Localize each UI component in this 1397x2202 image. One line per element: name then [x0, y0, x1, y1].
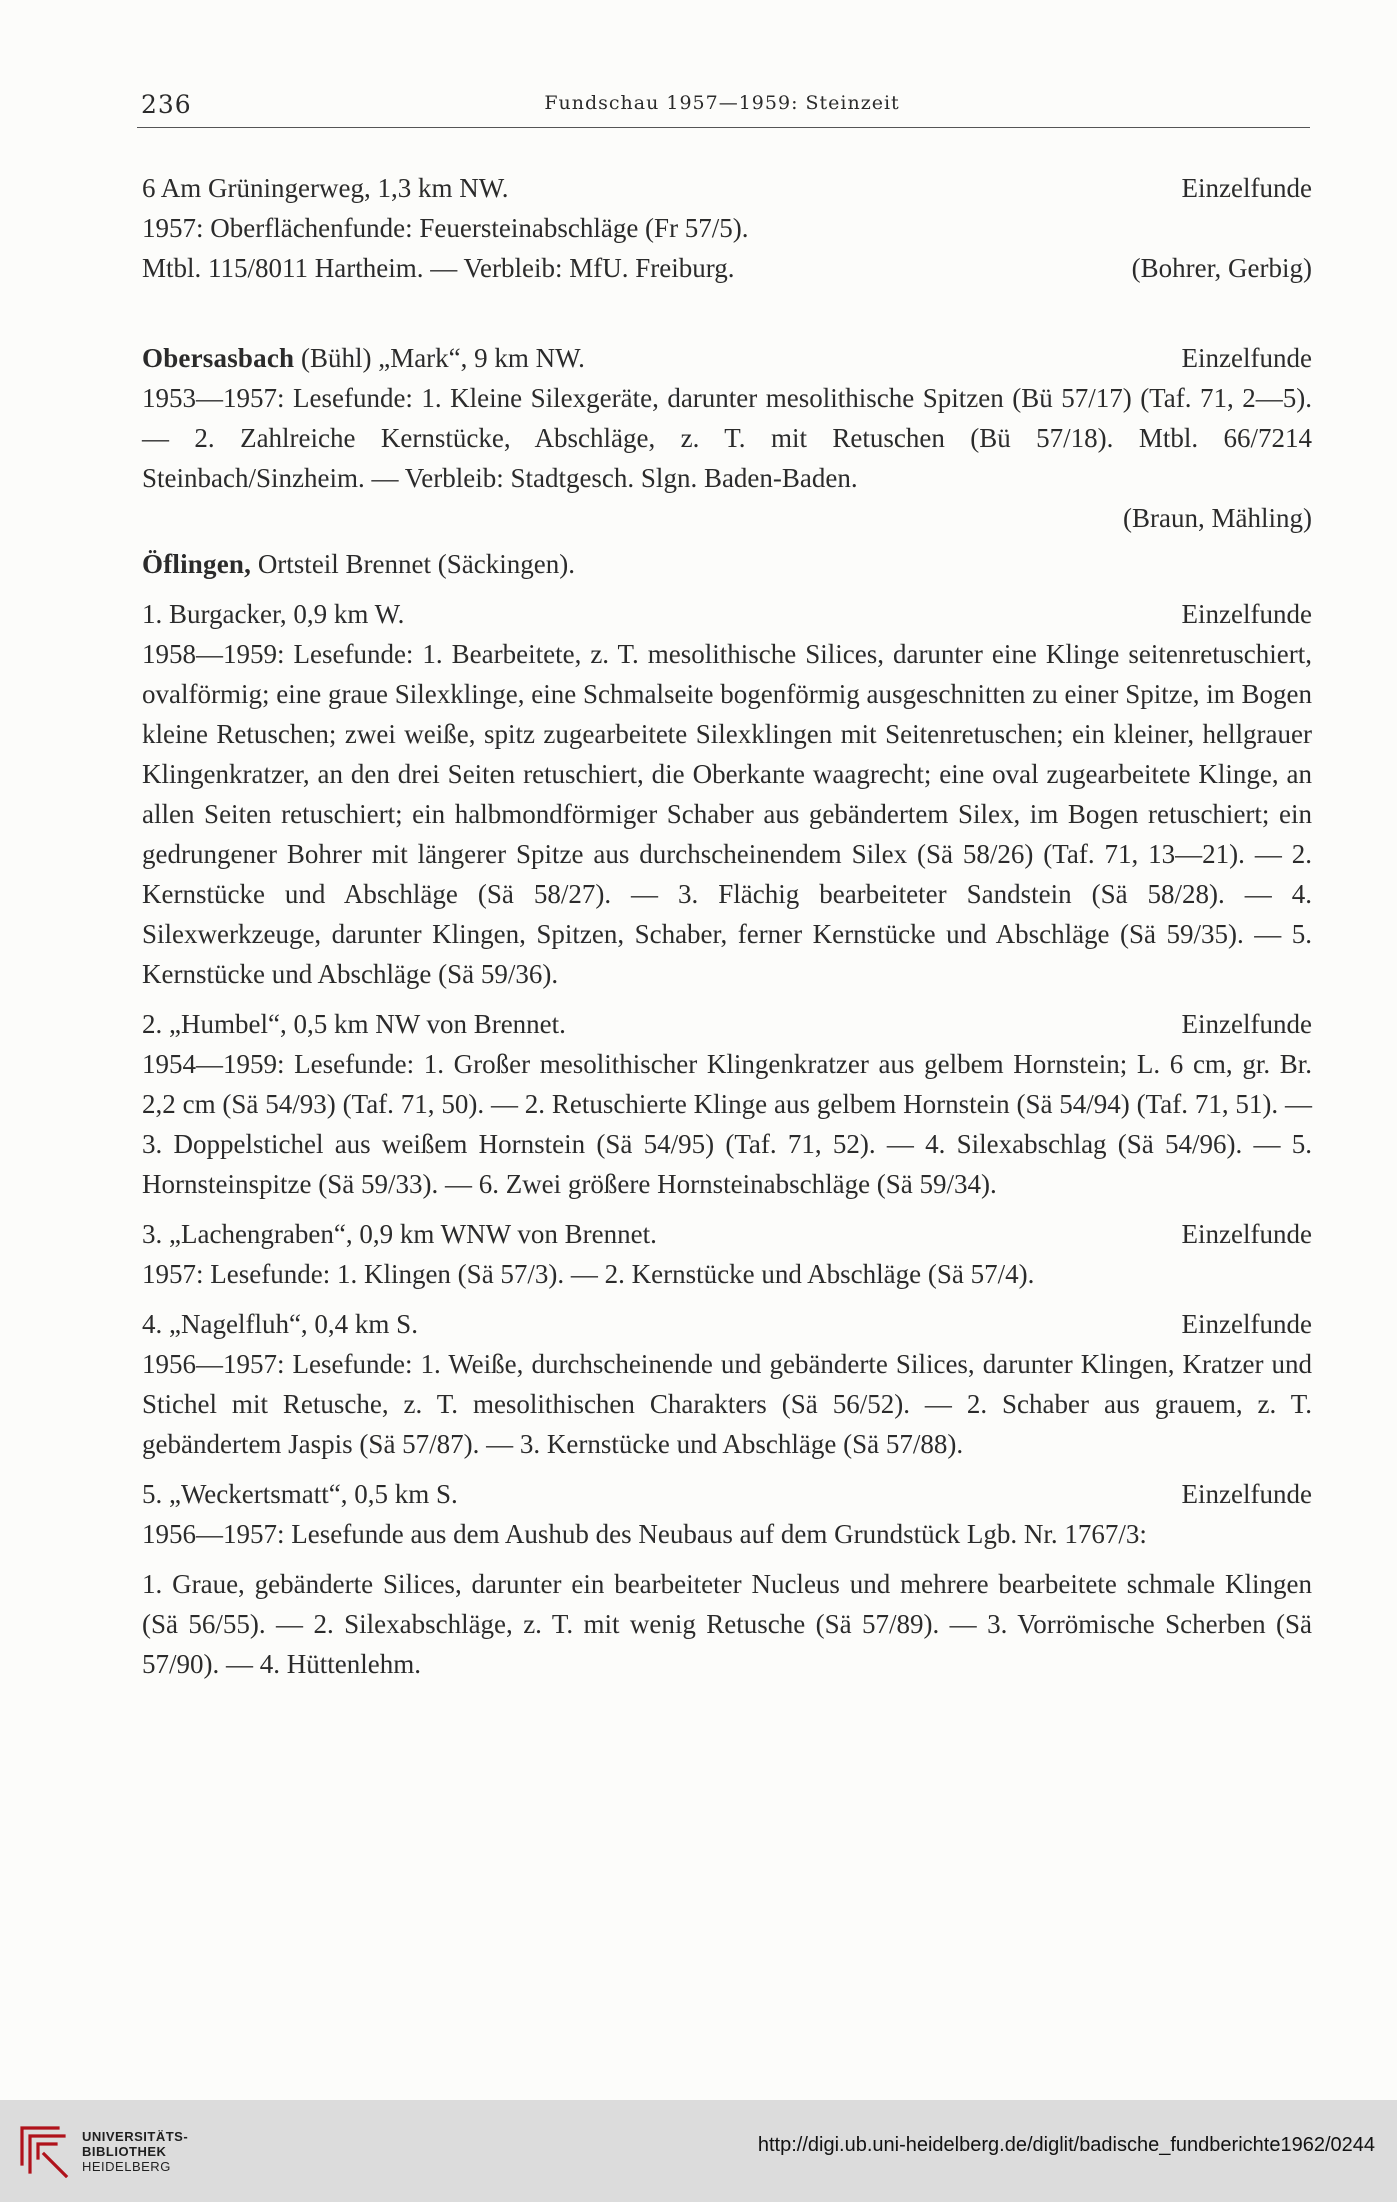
- find-type: Einzelfunde: [1181, 1219, 1312, 1249]
- sub-paragraph: 1. Graue, gebänderte Silices, darunter ein bearbeiteter Nucleus und mehrere bearbeitete schmale Klingen (Sä 56/55). — 2. Silexabschläge, z. T. mit wenig Retusche (Sä 57/89). — 3. Vorrömische Scherben (Sä 57/90). — 4. Hüttenlehm.: [142, 1569, 1312, 1679]
- sub-heading: 2. „Humbel“, 0,5 km NW von Brennet.: [142, 1009, 566, 1039]
- source-url-link[interactable]: http://digi.ub.uni-heidelberg.de/diglit/badische_fundberichte1962/0244: [757, 2134, 1375, 2156]
- sub-entry: [142, 1214, 1312, 1294]
- header-rule: [137, 127, 1310, 128]
- entry-heading-row: [142, 168, 1312, 208]
- find-type: Einzelfunde: [1181, 343, 1312, 373]
- sub-heading: 4. „Nagelfluh“, 0,4 km S.: [142, 1309, 418, 1339]
- sub-entry: [142, 1474, 1312, 1684]
- library-logo-icon: [14, 2114, 72, 2178]
- sub-entry: [142, 594, 1312, 994]
- site-name: Obersasbach: [142, 343, 295, 373]
- sub-heading-row: [142, 1304, 1312, 1344]
- digitization-footer: [0, 2100, 1397, 2202]
- find-type: Einzelfunde: [1181, 1009, 1312, 1039]
- sub-entry: [142, 1004, 1312, 1204]
- credit: (Braun, Mähling): [1123, 503, 1312, 533]
- site-location: Ortsteil Brennet (Säckingen).: [251, 549, 575, 579]
- site-entry: [142, 544, 1312, 1684]
- library-name: [82, 2129, 188, 2174]
- entry-heading: [142, 544, 1312, 584]
- sub-paragraph: 1954—1959: Lesefunde: 1. Großer mesolithischer Klingenkratzer aus gelbem Hornstein; L. 6 cm, gr. Br. 2,2 cm (Sä 54/93) (Taf. 71, 50). — 2. Retuschierte Klinge aus gelbem Hornstein (Sä 54/94) (Taf. 71, 51). — 3. Doppelstichel aus weißem Hornstein (Sä 54/95) (Taf. 71, 52). — 4. Silexabschlag (Sä 54/96). — 5. Hornsteinspitze (Sä 59/33). — 6. Zwei größere Hornsteinabschläge (Sä 59/34).: [142, 1049, 1312, 1199]
- find-type: Einzelfunde: [1181, 173, 1312, 203]
- entry-heading: 6 Am Grüningerweg, 1,3 km NW.: [142, 173, 509, 203]
- sub-heading: 3. „Lachengraben“, 0,9 km WNW von Brennet.: [142, 1219, 657, 1249]
- library-line: UNIVERSITÄTS-: [82, 2129, 189, 2144]
- page-header: [137, 86, 1307, 122]
- site-entry: [142, 338, 1312, 538]
- sub-paragraph: 1958—1959: Lesefunde: 1. Bearbeitete, z. T. mesolithische Silices, darunter eine Klinge seitenretuschiert, ovalförmig; eine graue Silexklinge, eine Schmalseite bogenförmig ausgeschnitten zu einer Spitze, im Bogen kleine Retuschen; zwei weiße, spitz zugearbeitete Silexklingen mit Seitenretuschen; ein kleiner, hellgrauer Klingenkratzer, an den drei Seiten retuschiert, die Oberkante waagrecht; eine oval zugearbeitete Klinge, an allen Seiten retuschiert; ein halbmondförmiger Schaber aus gebändertem Silex, im Bogen retuschiert; ein gedrungener Bohrer mit längerer Spitze aus durchscheinendem Silex (Sä 58/26) (Taf. 71, 13—21). — 2. Kernstücke und Abschläge (Sä 58/27). — 3. Flächig bearbeiteter Sandstein (Sä 58/28). — 4. Silexwerkzeuge, darunter Klingen, Spitzen, Schaber, ferner Kernstücke und Abschläge (Sä 59/35). — 5. Kernstücke und Abschläge (Sä 59/36).: [142, 639, 1312, 989]
- sub-heading-row: [142, 594, 1312, 634]
- page-number: 236: [141, 90, 192, 119]
- entry-tail-row: [142, 248, 1312, 288]
- sub-paragraph: 1957: Lesefunde: 1. Klingen (Sä 57/3). — 2. Kernstücke und Abschläge (Sä 57/4).: [142, 1259, 1035, 1289]
- sub-entry: [142, 1304, 1312, 1464]
- sub-paragraph: 1956—1957: Lesefunde: 1. Weiße, durchscheinende und gebänderte Silices, darunter Klingen, Kratzer und Stichel mit Retusche, z. T. mesolithischen Charakters (Sä 56/52). — 2. Schaber aus grauem, z. T. gebändertem Jaspis (Sä 57/87). — 3. Kernstücke und Abschläge (Sä 57/88).: [142, 1349, 1312, 1459]
- credit: (Bohrer, Gerbig): [1131, 253, 1312, 283]
- library-line: HEIDELBERG: [82, 2159, 171, 2174]
- entry-line: 1957: Oberflächenfunde: Feuersteinabschläge (Fr 57/5).: [142, 213, 749, 243]
- sub-heading: 1. Burgacker, 0,9 km W.: [142, 599, 405, 629]
- sub-heading-row: [142, 1474, 1312, 1514]
- map-sheet-line: Mtbl. 115/8011 Hartheim. — Verbleib: MfU. Freiburg.: [142, 253, 735, 283]
- entry-heading-row: [142, 338, 1312, 378]
- article-body: [142, 168, 1312, 1684]
- find-type: Einzelfunde: [1181, 1309, 1312, 1339]
- site-entry: [142, 168, 1312, 288]
- library-line: BIBLIOTHEK: [82, 2144, 167, 2159]
- find-type: Einzelfunde: [1181, 599, 1312, 629]
- entry-heading: [142, 338, 585, 378]
- entry-paragraph: 1953—1957: Lesefunde: 1. Kleine Silexgeräte, darunter mesolithische Spitzen (Bü 57/17) (Taf. 71, 2—5). — 2. Zahlreiche Kernstücke, Abschläge, z. T. mit Retuschen (Bü 57/18). Mtbl. 66/7214 Steinbach/Sinzheim. — Verbleib: Stadtgesch. Slgn. Baden-Baden.: [142, 383, 1312, 493]
- sub-heading-row: [142, 1004, 1312, 1044]
- sub-heading-row: [142, 1214, 1312, 1254]
- site-location: (Bühl) „Mark“, 9 km NW.: [294, 343, 585, 373]
- sub-paragraph: 1956—1957: Lesefunde aus dem Aushub des Neubaus auf dem Grundstück Lgb. Nr. 1767/3:: [142, 1519, 1147, 1549]
- site-name: Öflingen,: [142, 549, 252, 579]
- running-title: Fundschau 1957—1959: Steinzeit: [544, 92, 900, 114]
- sub-heading: 5. „Weckertsmatt“, 0,5 km S.: [142, 1479, 458, 1509]
- find-type: Einzelfunde: [1181, 1479, 1312, 1509]
